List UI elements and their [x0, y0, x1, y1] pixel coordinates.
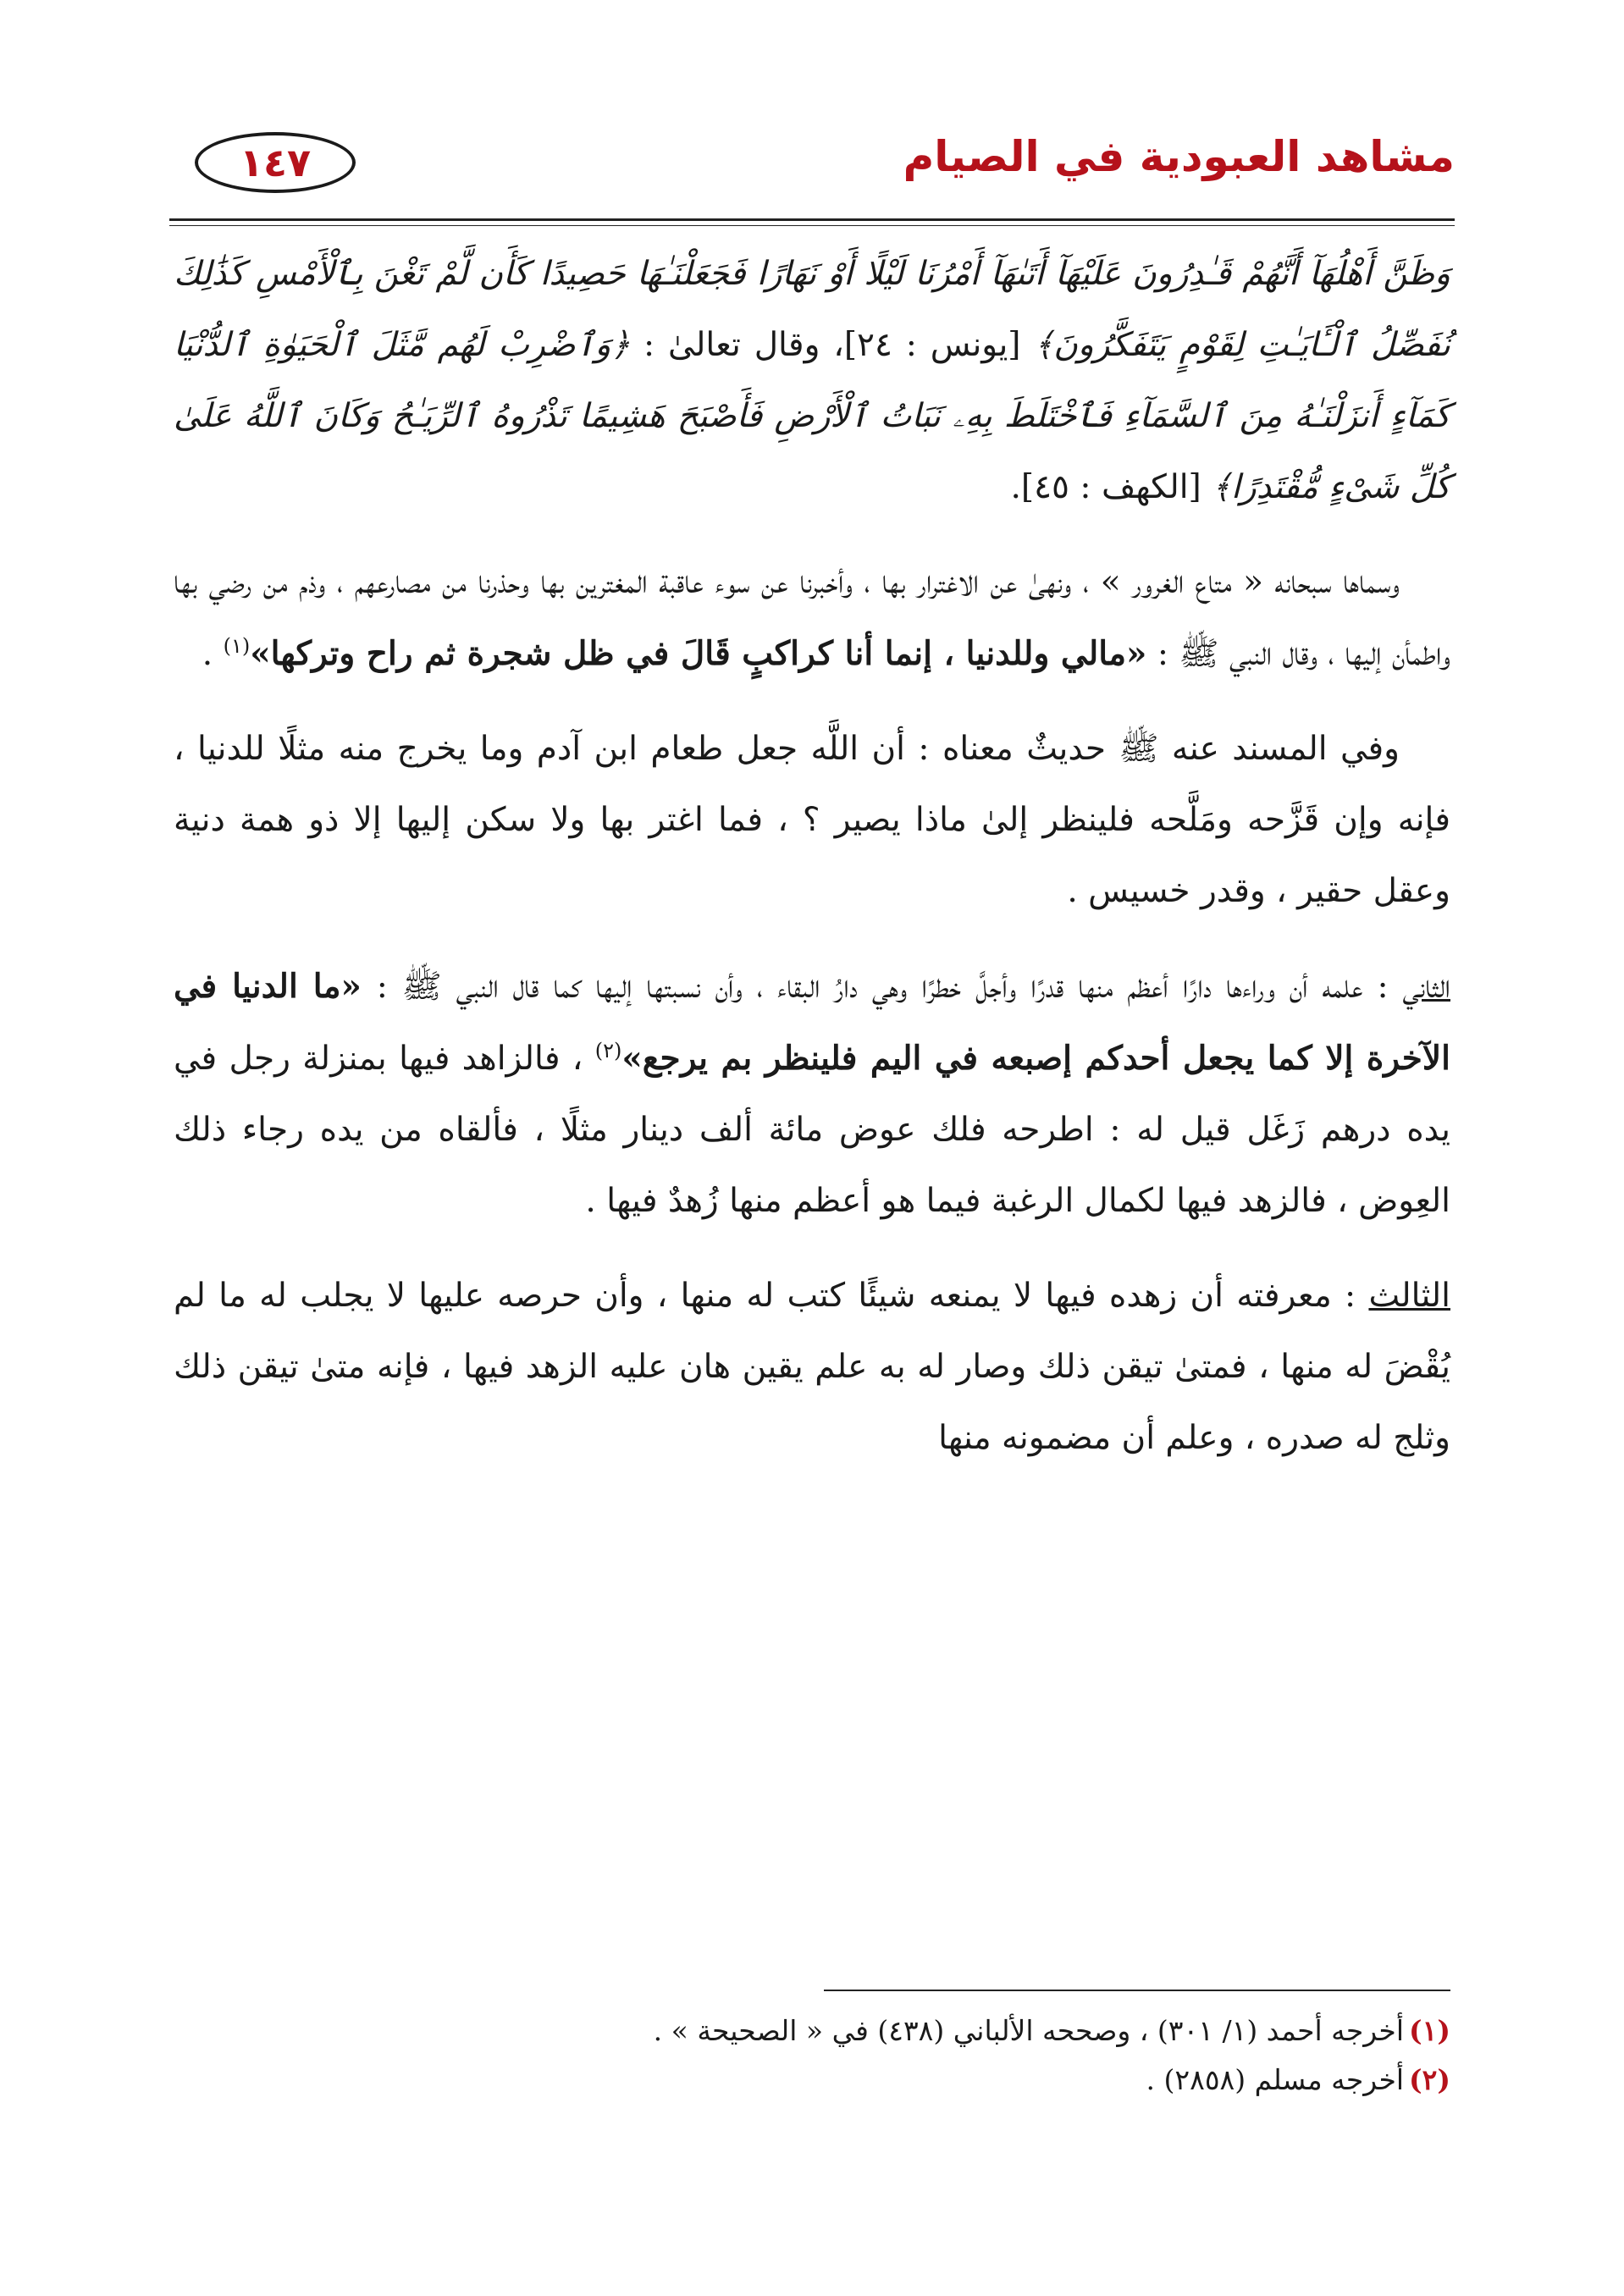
- footnote: [174, 2056, 1450, 2105]
- connector-text: ، وقال تعالىٰ :: [643, 326, 844, 364]
- page-header: [169, 127, 1455, 220]
- footnote-number: (١): [1409, 2014, 1450, 2047]
- paragraph-text: وفي المسند عنه ﷺ حديثٌ معناه : أن اللَّه جعل طعام ابن آدم وما يخرج منه مثلًا للدنيا ، فإنه وإن قَزَّحه ومَلَّحه فلينظر إلىٰ ماذا يصير ؟ ، فما اغتر بها ولا سكن إليها إلا ذو همة دنية وعقل حقير ، وقدر خسيس .: [174, 730, 1450, 910]
- paragraph: [174, 951, 1450, 1237]
- paragraph: [174, 1261, 1450, 1474]
- quran-verse: وَظَنَّ أَهْلُهَآ أَنَّهُمْ قَـٰدِرُونَ عَلَيْهَآ أَتَىٰهَآ أَمْرُنَا لَيْلًا أَوْ نَهَارًا فَجَعَلْنَـٰهَا حَصِيدًا كَأَن لَّمْ تَغْنَ بِٱلْأَمْسِ كَذَٰلِكَ نُفَصِّلُ ٱلْـَٔايَـٰتِ لِقَوْمٍ يَتَفَكَّرُونَ﴾: [174, 255, 1450, 364]
- verse-reference: [الكهف : ٤٥]: [1020, 468, 1201, 506]
- paragraph: [174, 547, 1450, 690]
- footnotes: [174, 2006, 1450, 2105]
- section-label: الثاني: [1402, 968, 1450, 1006]
- paragraph-text: ، فالزاهد فيها بمنزلة رجل في يده درهم زَغَل قيل له : اطرحه فلك عوض مائة ألف دينار مثلًا ، فألقاه من يده رجاء ذلك العِوض ، فالزهد فيها لكمال الرغبة فيما هو أعظم منها زُهدٌ فيها .: [174, 1040, 1450, 1220]
- quran-paragraph: [174, 239, 1450, 523]
- footnote-rule: [824, 1990, 1450, 1991]
- paragraph-text: : معرفته أن زهده فيها لا يمنعه شيئًا كتب له منها ، وأن حرصه عليها لا يجلب له ما لم يُقْضَ له منها ، فمتىٰ تيقن ذلك وصار له به علم يقين هان عليه الزهد فيها ، فإنه متىٰ تيقن ذلك وثلج له صدره ، وعلم أن مضمونه منها: [174, 1277, 1450, 1457]
- book-title: مشاهد العبودية في الصيام: [903, 132, 1455, 181]
- footnote-text: أخرجه مسلم (٢٨٥٨) .: [1146, 2063, 1405, 2096]
- footnote-number: (٢): [1409, 2063, 1450, 2096]
- page-number-badge: ١٤٧: [195, 132, 356, 193]
- sentence-end: .: [1010, 468, 1021, 506]
- page-body: [174, 239, 1450, 1498]
- quran-verse: ﴿وَٱضْرِبْ لَهُم مَّثَلَ ٱلْحَيَوٰةِ ٱلدُّنْيَا كَمَآءٍ أَنزَلْنَـٰهُ مِنَ ٱلسَّمَآءِ فَٱخْتَلَطَ بِهِۦ نَبَاتُ ٱلْأَرْضِ فَأَصْبَحَ هَشِيمًا تَذْرُوهُ ٱلرِّيَـٰحُ وَكَانَ ٱللَّهُ عَلَىٰ كُلِّ شَىْءٍ مُّقْتَدِرًا﴾: [174, 326, 1450, 506]
- paragraph-text: وسماها سبحانه « متاع الغرور » ، ونهىٰ عن الاغترار بها ، وأخبرنا عن سوء عاقبة المغترين بها وحذرنا من مصارعهم ، وذم من رضي بها واطمأن إليها ، وقال النبي ﷺ :: [174, 563, 1450, 673]
- header-rule-thin: [169, 225, 1455, 226]
- hadith-text: «مالي وللدنيا ، إنما أنا كراكبٍ قَالَ في ظل شجرة ثم راح وتركها»: [250, 634, 1147, 673]
- verse-reference: [يونس : ٢٤]: [843, 326, 1021, 364]
- paragraph: [174, 714, 1450, 927]
- section-label: الثالث: [1368, 1277, 1450, 1315]
- paragraph-text: : علمه أن وراءها دارًا أعظم منها قدرًا وأجلَّ خطرًا وهي دارُ البقاء ، وأن نسبتها إليها كما قال النبي ﷺ :: [376, 968, 1403, 1006]
- footnote-marker[interactable]: (١): [223, 634, 251, 658]
- header-rule: [169, 218, 1455, 221]
- footnote-marker[interactable]: (٢): [594, 1039, 622, 1062]
- sentence-end: .: [202, 635, 224, 673]
- footnote-text: أخرجه أحمد (١/ ٣٠١) ، وصححه الألباني (٤٣٨) في « الصحيحة » .: [653, 2014, 1405, 2047]
- footnote: [174, 2006, 1450, 2056]
- hadith-text: «ما الدنيا في الآخرة إلا كما يجعل أحدكم إصبعه في اليم فلينظر بم يرجع»: [174, 967, 1450, 1078]
